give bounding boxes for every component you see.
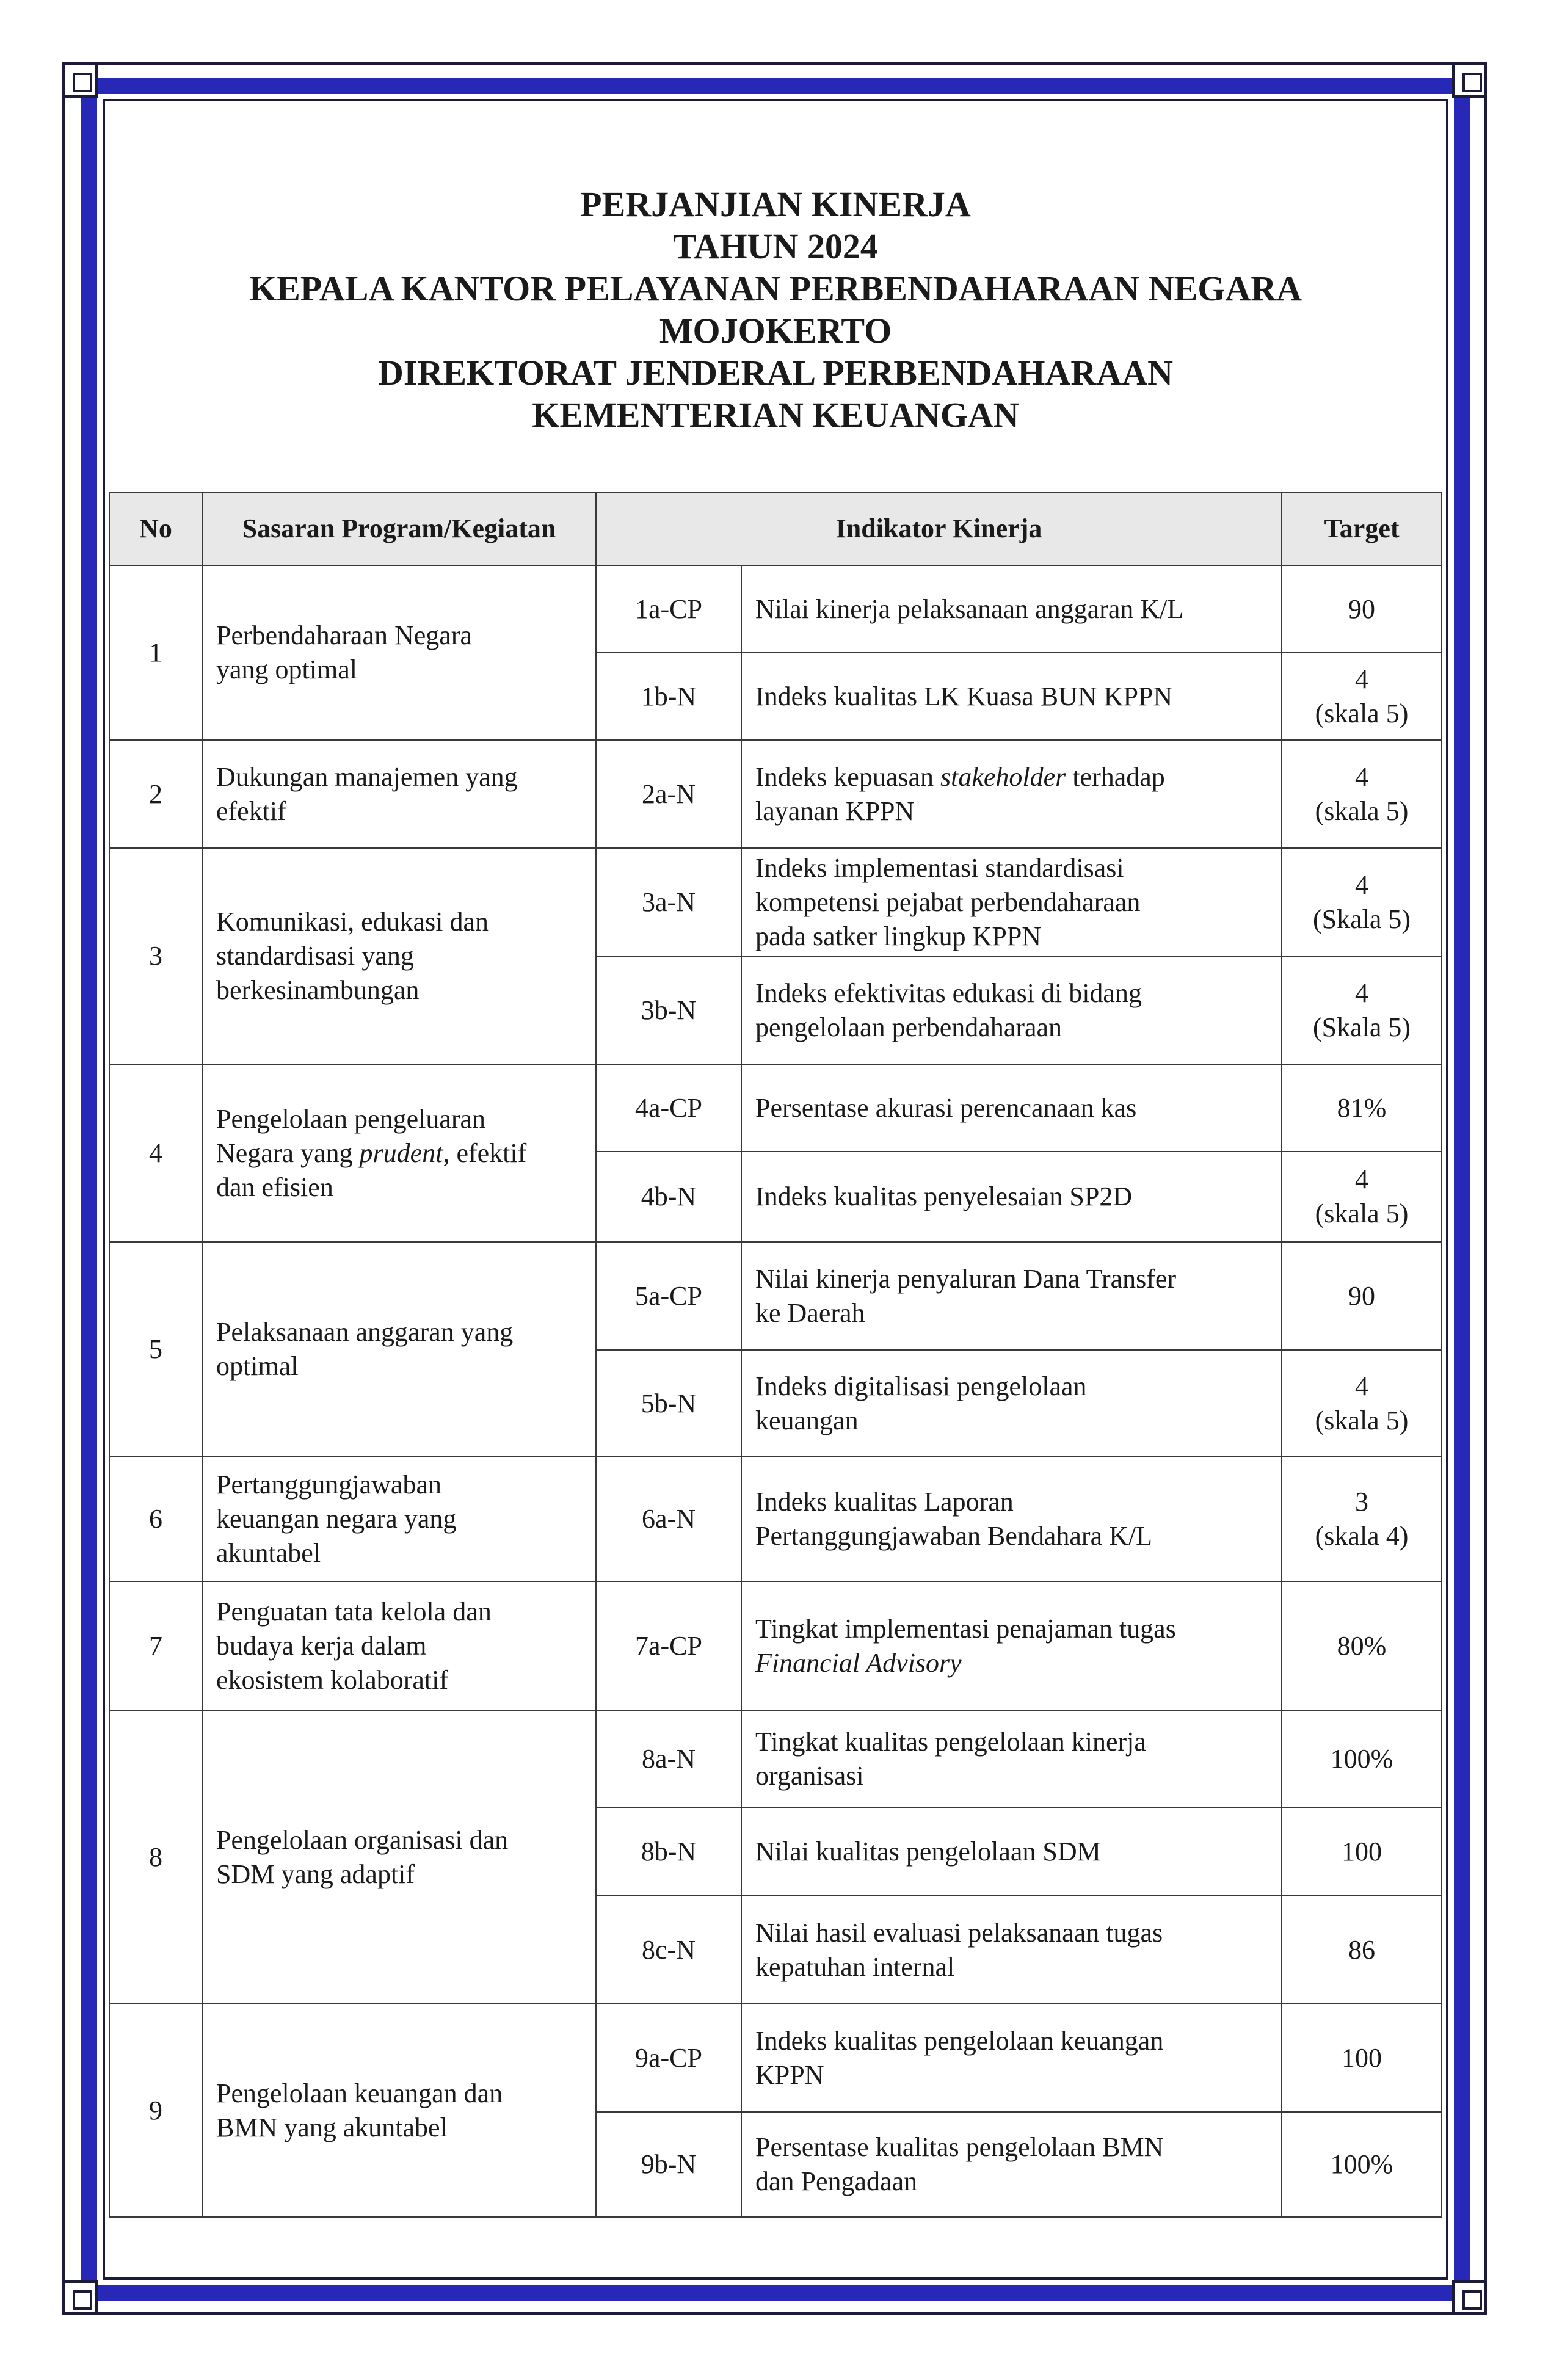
indikator-text: Indeks kepuasan <box>755 761 941 792</box>
indikator-line: Indeks kualitas Laporan <box>755 1487 1014 1517</box>
title-line: DIREKTORAT JENDERAL PERBENDAHARAAN <box>378 353 1173 393</box>
target-line: 100% <box>1330 1744 1393 1774</box>
indikator-line: kepatuhan internal <box>755 1951 955 1982</box>
cell-sasaran <box>202 565 596 740</box>
sasaran-line: budaya kerja dalam <box>216 1631 427 1661</box>
frame-corner-ornament <box>1452 2280 1487 2315</box>
target-line: 80% <box>1337 1631 1387 1661</box>
table-row <box>109 1581 1442 1711</box>
table-row <box>109 1457 1442 1581</box>
sasaran-line: optimal <box>216 1351 299 1381</box>
cell-no: 9 <box>109 2004 202 2217</box>
indikator-line: Indeks kualitas pengelolaan keuangan <box>755 2025 1164 2056</box>
cell-no: 4 <box>109 1064 202 1242</box>
indikator-line: dan Pengadaan <box>755 2166 918 2196</box>
target-line: 4 <box>1355 869 1368 900</box>
cell-target <box>1282 1896 1442 2004</box>
target-line: (skala 4) <box>1315 1521 1409 1551</box>
sasaran-line: standardisasi yang <box>216 941 414 971</box>
sasaran-italic-term: prudent <box>359 1137 443 1168</box>
table-row <box>109 2004 1442 2112</box>
cell-target <box>1282 653 1442 740</box>
sasaran-text: Negara yang <box>216 1137 360 1168</box>
indikator-line: Nilai kinerja penyaluran Dana Transfer <box>755 1263 1177 1294</box>
sasaran-line: ekosistem kolaboratif <box>216 1665 449 1695</box>
title-line: PERJANJIAN KINERJA <box>580 184 971 224</box>
kinerja-table <box>109 492 1442 2218</box>
target-line: 100 <box>1342 1836 1382 1867</box>
target-line: 4 <box>1355 664 1368 694</box>
cell-indikator <box>741 2112 1282 2217</box>
target-line: 4 <box>1355 1164 1368 1194</box>
title-line: MOJOKERTO <box>659 311 892 350</box>
cell-indikator <box>741 740 1282 848</box>
sasaran-line: Pengelolaan keuangan dan <box>216 2078 503 2108</box>
cell-code: 4b-N <box>596 1152 741 1242</box>
cell-sasaran <box>202 1581 596 1711</box>
cell-sasaran <box>202 1457 596 1581</box>
indikator-line: Indeks digitalisasi pengelolaan <box>755 1371 1087 1401</box>
sasaran-line: dan efisien <box>216 1172 333 1202</box>
cell-no: 3 <box>109 848 202 1064</box>
cell-sasaran <box>202 740 596 848</box>
indikator-italic-term: stakeholder <box>940 761 1066 792</box>
target-line: 4 <box>1355 1371 1368 1401</box>
target-line: 3 <box>1355 1487 1368 1517</box>
cell-indikator <box>741 848 1282 956</box>
cell-target <box>1282 1457 1442 1581</box>
cell-indikator <box>741 1711 1282 1807</box>
indikator-line: Indeks kualitas LK Kuasa BUN KPPN <box>755 681 1173 711</box>
title-line: KEPALA KANTOR PELAYANAN PERBENDAHARAAN NEGARA <box>249 269 1302 308</box>
sasaran-line: Pelaksanaan anggaran yang <box>216 1317 514 1347</box>
cell-code: 1b-N <box>596 653 741 740</box>
cell-indikator <box>741 1457 1282 1581</box>
cell-code: 2a-N <box>596 740 741 848</box>
indikator-line: Persentase kualitas pengelolaan BMN <box>755 2132 1164 2162</box>
cell-indikator <box>741 1350 1282 1457</box>
indikator-line: pada satker lingkup KPPN <box>755 921 1042 951</box>
table-row <box>109 1242 1442 1350</box>
cell-target <box>1282 956 1442 1064</box>
cell-code: 5b-N <box>596 1350 741 1457</box>
cell-sasaran <box>202 848 596 1064</box>
cell-code: 3b-N <box>596 956 741 1064</box>
header-sasaran: Sasaran Program/Kegiatan <box>202 492 596 565</box>
cell-code: 8b-N <box>596 1807 741 1896</box>
cell-target <box>1282 1807 1442 1896</box>
cell-no: 8 <box>109 1711 202 2004</box>
cell-indikator <box>741 956 1282 1064</box>
table-row <box>109 1064 1442 1152</box>
cell-indikator <box>741 1152 1282 1242</box>
sasaran-line: akuntabel <box>216 1538 321 1568</box>
title-line: TAHUN 2024 <box>673 227 878 266</box>
sasaran-line <box>216 1136 582 1170</box>
cell-code: 4a-CP <box>596 1064 741 1152</box>
cell-code: 5a-CP <box>596 1242 741 1350</box>
document-title <box>110 183 1441 436</box>
sasaran-line: Pengelolaan pengeluaran <box>216 1103 486 1134</box>
target-line: (Skala 5) <box>1312 1012 1411 1042</box>
cell-indikator <box>741 2004 1282 2112</box>
target-line: (skala 5) <box>1315 796 1409 826</box>
indikator-italic-line: Financial Advisory <box>755 1648 962 1678</box>
cell-indikator <box>741 1896 1282 2004</box>
target-line: 100% <box>1330 2149 1393 2179</box>
cell-target <box>1282 565 1442 653</box>
cell-indikator <box>741 1807 1282 1896</box>
cell-target <box>1282 1064 1442 1152</box>
indikator-line: Indeks implementasi standardisasi <box>755 852 1124 883</box>
table-row <box>109 1711 1442 1807</box>
table-row <box>109 565 1442 653</box>
table-row <box>109 740 1442 848</box>
cell-target <box>1282 2004 1442 2112</box>
indikator-line: Nilai kinerja pelaksanaan anggaran K/L <box>755 593 1184 624</box>
target-line: 90 <box>1348 593 1375 624</box>
table-header-row <box>109 492 1442 565</box>
sasaran-line: Komunikasi, edukasi dan <box>216 907 489 937</box>
target-line: 100 <box>1342 2042 1382 2073</box>
indikator-line: Tingkat implementasi penajaman tugas <box>755 1614 1176 1644</box>
cell-code: 8a-N <box>596 1711 741 1807</box>
cell-target <box>1282 1581 1442 1711</box>
cell-sasaran <box>202 1711 596 2004</box>
sasaran-line: SDM yang adaptif <box>216 1859 415 1889</box>
kinerja-table-container <box>109 492 1441 2218</box>
cell-target <box>1282 1350 1442 1457</box>
cell-code: 8c-N <box>596 1896 741 2004</box>
cell-target <box>1282 1711 1442 1807</box>
indikator-line: organisasi <box>755 1761 864 1791</box>
header-indikator: Indikator Kinerja <box>596 492 1282 565</box>
cell-indikator <box>741 1581 1282 1711</box>
sasaran-line: Dukungan manajemen yang <box>216 761 518 792</box>
indikator-line: Nilai hasil evaluasi pelaksanaan tugas <box>755 1917 1163 1948</box>
indikator-line: layanan KPPN <box>755 796 915 826</box>
indikator-line: Persentase akurasi perencanaan kas <box>755 1092 1137 1123</box>
frame-corner-ornament <box>62 62 98 98</box>
target-line: (skala 5) <box>1315 1199 1409 1228</box>
indikator-line: ke Daerah <box>755 1297 865 1328</box>
cell-code: 6a-N <box>596 1457 741 1581</box>
cell-sasaran <box>202 2004 596 2217</box>
sasaran-line: yang optimal <box>216 655 357 684</box>
cell-sasaran <box>202 1242 596 1457</box>
target-line: (skala 5) <box>1315 1405 1409 1435</box>
cell-target <box>1282 1242 1442 1350</box>
frame-corner-ornament <box>1452 62 1487 98</box>
target-line: (skala 5) <box>1315 698 1409 728</box>
sasaran-line: Perbendaharaan Negara <box>216 620 472 650</box>
title-line: KEMENTERIAN KEUANGAN <box>532 395 1019 435</box>
indikator-line: Pertanggungjawaban Bendahara K/L <box>755 1521 1152 1551</box>
cell-indikator <box>741 1242 1282 1350</box>
cell-code: 9b-N <box>596 2112 741 2217</box>
header-no: No <box>109 492 202 565</box>
sasaran-line: efektif <box>216 796 286 826</box>
target-line: 90 <box>1348 1280 1375 1311</box>
indikator-line: KPPN <box>755 2059 824 2090</box>
cell-no: 2 <box>109 740 202 848</box>
indikator-line: pengelolaan perbendaharaan <box>755 1012 1062 1042</box>
table-row <box>109 848 1442 956</box>
cell-no: 7 <box>109 1581 202 1711</box>
indikator-line <box>755 760 1268 794</box>
target-line: 4 <box>1355 761 1368 792</box>
cell-target <box>1282 1152 1442 1242</box>
cell-sasaran <box>202 1064 596 1242</box>
sasaran-line: keuangan negara yang <box>216 1504 457 1534</box>
sasaran-line: berkesinambungan <box>216 975 420 1005</box>
cell-target <box>1282 2112 1442 2217</box>
sasaran-line: Pertanggungjawaban <box>216 1470 441 1500</box>
indikator-line: Tingkat kualitas pengelolaan kinerja <box>755 1727 1146 1757</box>
indikator-text: terhadap <box>1066 761 1165 792</box>
frame-corner-ornament <box>62 2280 98 2315</box>
target-line: 86 <box>1348 1934 1375 1965</box>
indikator-line: Indeks efektivitas edukasi di bidang <box>755 978 1142 1008</box>
cell-indikator <box>741 1064 1282 1152</box>
cell-code: 7a-CP <box>596 1581 741 1711</box>
indikator-line: Indeks kualitas penyelesaian SP2D <box>755 1181 1133 1211</box>
sasaran-text: , efektif <box>443 1137 527 1168</box>
cell-code: 3a-N <box>596 848 741 956</box>
target-line: 81% <box>1337 1092 1387 1123</box>
cell-indikator <box>741 653 1282 740</box>
target-line: 4 <box>1355 978 1368 1008</box>
sasaran-line: BMN yang akuntabel <box>216 2112 448 2142</box>
cell-no: 5 <box>109 1242 202 1457</box>
indikator-line: keuangan <box>755 1405 859 1435</box>
cell-no: 1 <box>109 565 202 740</box>
sasaran-line: Penguatan tata kelola dan <box>216 1597 492 1627</box>
header-target: Target <box>1282 492 1442 565</box>
cell-target <box>1282 848 1442 956</box>
indikator-line: Nilai kualitas pengelolaan SDM <box>755 1836 1101 1867</box>
cell-target <box>1282 740 1442 848</box>
target-line: (Skala 5) <box>1312 904 1411 934</box>
cell-indikator <box>741 565 1282 653</box>
indikator-line: kompetensi pejabat perbendaharaan <box>755 887 1141 917</box>
cell-code: 9a-CP <box>596 2004 741 2112</box>
cell-code: 1a-CP <box>596 565 741 653</box>
sasaran-line: Pengelolaan organisasi dan <box>216 1825 509 1855</box>
cell-no: 6 <box>109 1457 202 1581</box>
